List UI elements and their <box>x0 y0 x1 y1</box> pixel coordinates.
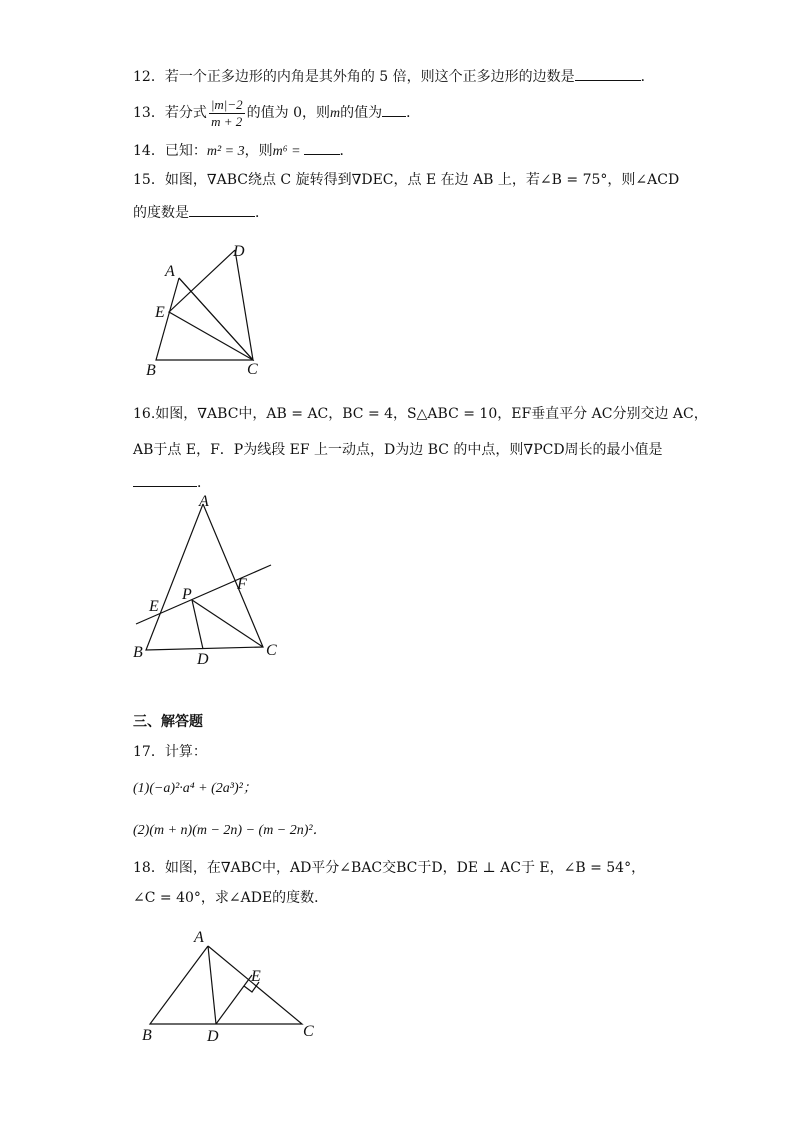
segment-ad <box>208 946 216 1024</box>
question-13-suffix: 的值为 <box>340 105 383 121</box>
label-b: B <box>142 1027 152 1044</box>
fraction <box>209 97 245 130</box>
question-15-line-2 <box>133 202 269 223</box>
fraction-numerator: |m|−2 <box>210 96 243 112</box>
given-equation: m² = 3 <box>206 144 245 159</box>
period: ． <box>197 475 211 491</box>
label-f: F <box>237 576 247 593</box>
question-16-line-1: 16.如图，∇ABC中，AB = AC，BC = 4，S△ABC = 10，EF垂直平分 AC分别交边 AC， <box>133 406 708 422</box>
question-17-part-1 <box>133 778 257 799</box>
answer-blank[interactable] <box>575 66 641 81</box>
period: ． <box>406 105 421 121</box>
label-a: A <box>165 263 175 280</box>
label-a: A <box>194 929 204 946</box>
label-d: D <box>207 1028 219 1045</box>
label-e: E <box>149 598 159 615</box>
label-c: C <box>247 361 258 378</box>
segment-pc <box>192 600 263 647</box>
figure-q15 <box>140 238 270 383</box>
label-a: A <box>199 493 209 510</box>
triangle-abc <box>156 278 253 360</box>
question-16-line-3 <box>133 472 211 493</box>
question-13-middle: 的值为 0，则 <box>246 105 330 121</box>
expression-1: (1)(−a)²·a⁴ + (2a³)²； <box>133 781 257 796</box>
label-d: D <box>197 651 209 668</box>
period: ． <box>640 69 655 85</box>
figure-q18 <box>140 924 330 1049</box>
expression-2: (2)(m + n)(m − 2n) − (m − 2n)²． <box>133 823 327 838</box>
question-13 <box>133 96 420 131</box>
line-ef <box>136 565 271 624</box>
question-16-line-2: AB于点 E，F．P为线段 EF 上一动点，D为边 BC 的中点，则∇PCD周长的最小值是 <box>133 442 663 458</box>
label-e: E <box>155 304 165 321</box>
answer-blank[interactable] <box>133 472 197 487</box>
asked-expression: m⁶ = <box>272 144 301 159</box>
label-c: C <box>303 1023 314 1040</box>
label-p: P <box>182 586 192 603</box>
question-12-text: 12．若一个正多边形的内角是其外角的 5 倍，则这个正多边形的边数是 <box>133 69 575 85</box>
answer-blank[interactable] <box>382 102 406 117</box>
question-17-title: 17．计算： <box>133 744 207 760</box>
question-18-line-1: 18．如图，在∇ABC中，AD平分∠BAC交BC于D，DE ⊥ AC于 E，∠B = 54°， <box>133 860 646 876</box>
segment-de <box>216 975 252 1024</box>
question-18-line-2: ∠C = 40°，求∠ADE的度数． <box>133 890 329 906</box>
period: ． <box>255 205 269 221</box>
triangle-abc <box>150 946 302 1024</box>
question-12 <box>133 66 655 87</box>
question-14-prefix: 14．已知： <box>133 143 207 159</box>
question-15-line-1: 15．如图，∇ABC绕点 C 旋转得到∇DEC，点 E 在边 AB 上，若∠B = 75°，则∠ACD <box>133 172 680 188</box>
label-d: D <box>233 243 245 260</box>
answer-blank[interactable] <box>189 202 255 217</box>
label-e: E <box>251 968 261 985</box>
question-15-text: 的度数是 <box>133 205 189 221</box>
triangle-dec <box>169 250 253 360</box>
section-heading: 三、解答题 <box>133 714 203 730</box>
variable-m: m <box>330 106 341 121</box>
label-b: B <box>146 362 156 379</box>
answer-blank[interactable] <box>304 140 340 155</box>
question-14 <box>133 140 354 162</box>
question-17-part-2 <box>133 820 327 841</box>
label-b: B <box>133 644 143 661</box>
label-c: C <box>266 642 277 659</box>
figure-q16 <box>130 492 290 672</box>
question-14-middle: ，则 <box>244 143 273 159</box>
period: ． <box>339 143 354 159</box>
fraction-denominator: m + 2 <box>211 113 243 129</box>
segment-pd <box>192 600 203 649</box>
question-13-prefix: 13．若分式 <box>133 105 207 121</box>
